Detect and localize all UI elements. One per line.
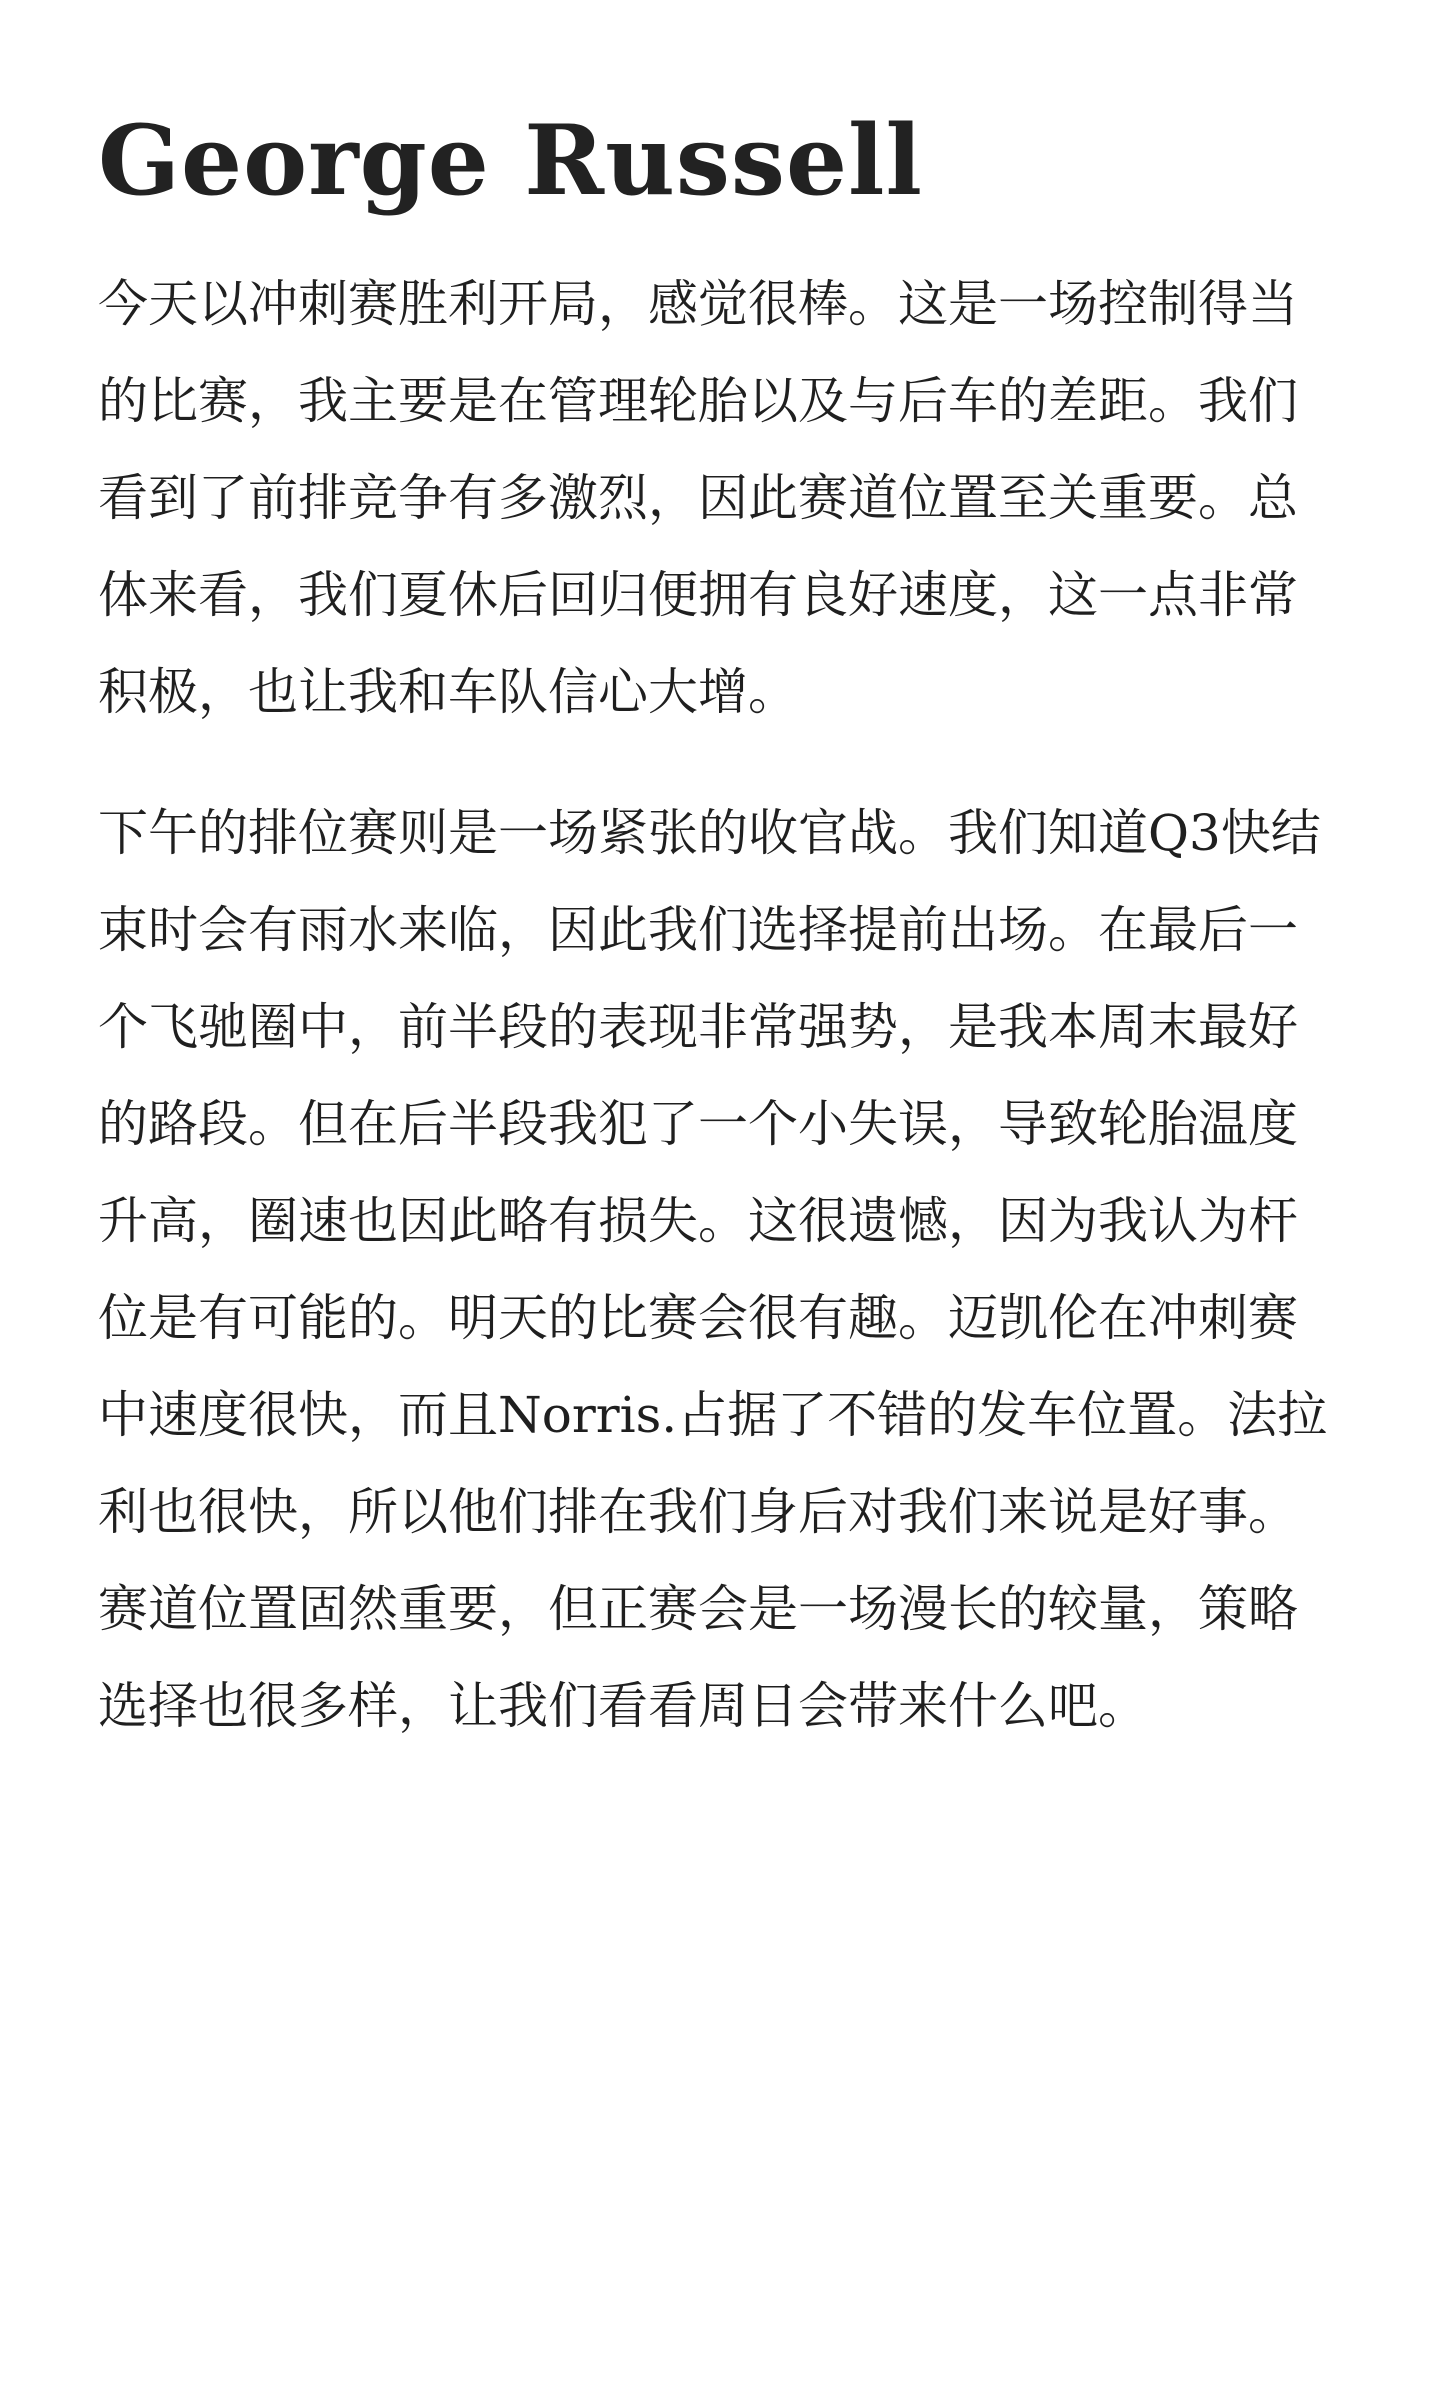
paragraph-sprint-race: 今天以冲刺赛胜利开局，感觉很棒。这是一场控制得当的比赛，我主要是在管理轮胎以及与后车的差距。我们看到了前排竞争有多激烈，因此赛道位置至关重要。总体来看，我们夏休后回归便拥有良好速度，这一点非常积极，也让我和车队信心大增。: [98, 275, 1298, 721]
article-title: George Russell: [98, 104, 923, 217]
article: [98, 96, 1358, 1755]
paragraph-qualifying: 下午的排位赛则是一场紧张的收官战。我们知道Q3快结束时会有雨水来临，因此我们选择提前出场。在最后一个飞驰圈中，前半段的表现非常强势，是我本周末最好的路段。但在后半段我犯了一个小失误，导致轮胎温度升高，圈速也因此略有损失。这很遗憾，因为我认为杆位是有可能的。明天的比赛会很有趣。迈凯伦在冲刺赛中速度很快，而且Norris.占据了不错的发车位置。法拉利也很快，所以他们排在我们身后对我们来说是好事。赛道位置固然重要，但正赛会是一场漫长的较量，策略选择也很多样，让我们看看周日会带来什么吧。: [98, 804, 1328, 1735]
